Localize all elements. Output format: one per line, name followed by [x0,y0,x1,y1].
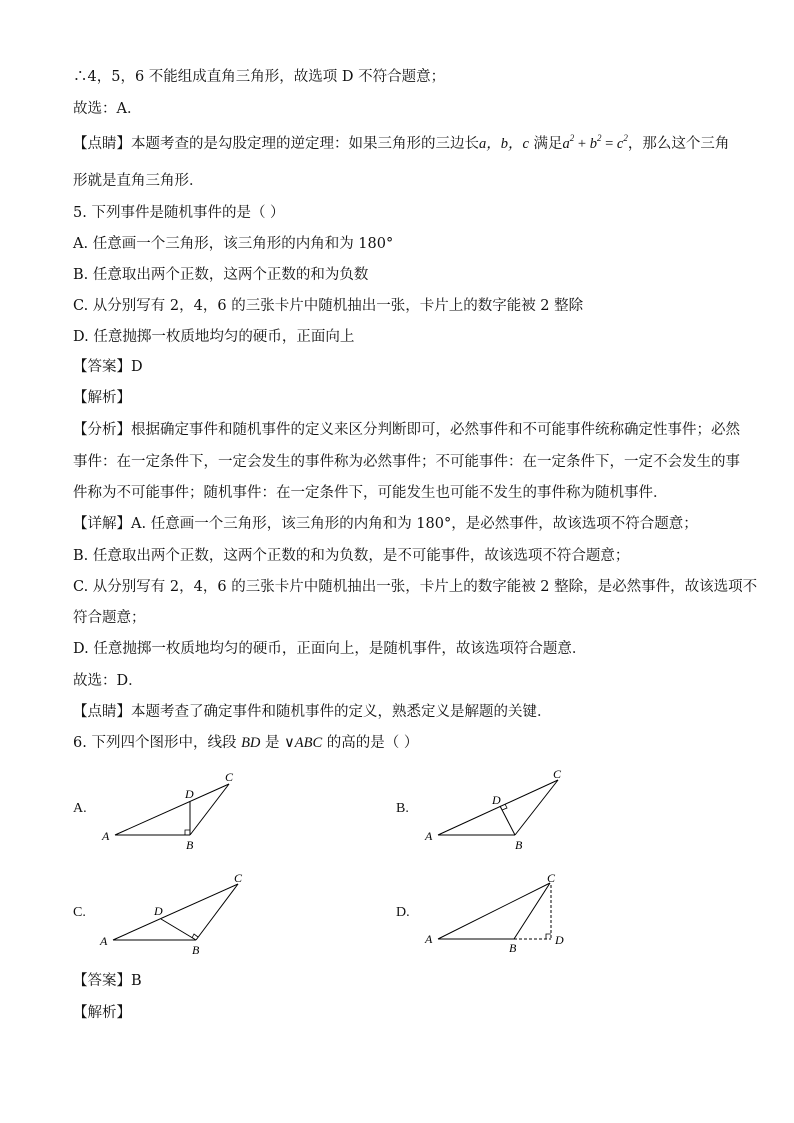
comment-line-2: 形就是直角三角形． [73,173,204,189]
question-5: 5. 下列事件是随机事件的是（ ） [73,205,285,221]
q5-jiexi: 【解析】 [73,390,131,406]
fig-b-point-b: B [515,838,523,852]
pythagoras-equation: $a^2 + b^2 = c^2$ [562,133,628,152]
fig-d-point-c: C [547,871,556,885]
q5-answer: 【答案】D [73,359,143,375]
summary-line: 【点睛】本题考查了确定事件和随机事件的定义，熟悉定义是解题的关键． [73,704,552,720]
text-line-2: 故选：A． [73,101,142,117]
fig-c-point-c: C [234,871,243,885]
question-6 [73,733,418,753]
fig-d-point-b: B [509,941,517,955]
side-vars: a，b，c [479,136,529,152]
q5-option-c: C. 从分别写有 2，4，6 的三张卡片中随机抽出一张，卡片上的数字能被 2 整除 [73,298,584,314]
q5-option-d: D. 任意抛掷一枚质地均匀的硬币，正面向上 [73,329,355,345]
fig-b-point-a: A [425,829,433,843]
fig-c-point-d: D [154,904,163,918]
fig-a-point-c: C [225,770,234,784]
figure-d [420,866,585,965]
fig-c-point-a: A [100,934,108,948]
detail-line-4: 符合题意； [73,610,146,626]
q5-option-b: B. 任意取出两个正数，这两个正数的和为负数 [73,267,369,283]
analysis-line-1: 【分析】根据确定事件和随机事件的定义来区分判断即可，必然事件和不可能事件统称确定性事件；必然 [73,422,740,438]
fig-b-point-d: D [492,793,501,807]
q6-answer: 【答案】B [73,973,142,989]
fig-a-point-b: B [186,838,194,852]
analysis-line-2: 事件：在一定条件下，一定会发生的事件称为必然事件；不可能事件：在一定条件下，一定不会发生的事 [73,454,740,470]
fig-d-point-d: D [555,933,564,947]
fig-b-point-c: C [553,767,562,781]
detail-line-3: C. 从分别写有 2，4，6 的三张卡片中随机抽出一张，卡片上的数字能被 2 整除，是必然事件，故该选项不 [73,579,758,595]
detail-line-1: 【详解】A. 任意画一个三角形，该三角形的内角和为 180°，是必然事件，故该选项不符合题意； [73,516,698,532]
fig-label-d: D. [396,905,410,920]
q6-prefix: 6. 下列四个图形中，线段 [73,735,242,751]
fig-label-a: A. [73,801,87,816]
analysis-line-3: 件称为不可能事件；随机事件：在一定条件下，可能发生也可能不发生的事件称为随机事件． [73,485,668,501]
fig-label-c: C. [73,905,86,920]
figure-c [95,868,255,967]
text-line-1: ∴4，5，6 不能组成直角三角形，故选项 D 不符合题意； [73,69,446,85]
q6-mid: 是 [260,735,285,751]
fig-a-point-a: A [102,829,110,843]
comment-satisfy: 满足 [528,136,563,152]
comment-prefix: 【点睛】本题考查的是勾股定理的逆定理：如果三角形的三边长 [73,136,479,152]
fig-label-b: B. [396,801,409,816]
triangle-abc: ∨ABC [284,735,323,751]
detail-line-5: D. 任意抛掷一枚质地均匀的硬币，正面向上，是随机事件，故该选项符合题意． [73,641,587,657]
segment-bd: BD [241,735,261,751]
fig-c-point-b: B [192,943,200,957]
detail-line-2: B. 任意取出两个正数，这两个正数的和为负数，是不可能事件，故该选项不符合题意； [73,548,630,564]
fig-a-point-d: D [185,787,194,801]
q5-option-a: A. 任意画一个三角形，该三角形的内角和为 180° [73,236,394,252]
q6-jiexi: 【解析】 [73,1005,131,1021]
choice-line: 故选：D． [73,673,143,689]
comment-suffix: ，那么这个三角 [627,136,730,152]
fig-d-point-a: A [425,932,433,946]
figure-a [95,765,245,859]
comment-line-1 [73,134,729,154]
q6-suffix: 的高的是（ ） [322,735,419,751]
figure-b [420,762,580,861]
